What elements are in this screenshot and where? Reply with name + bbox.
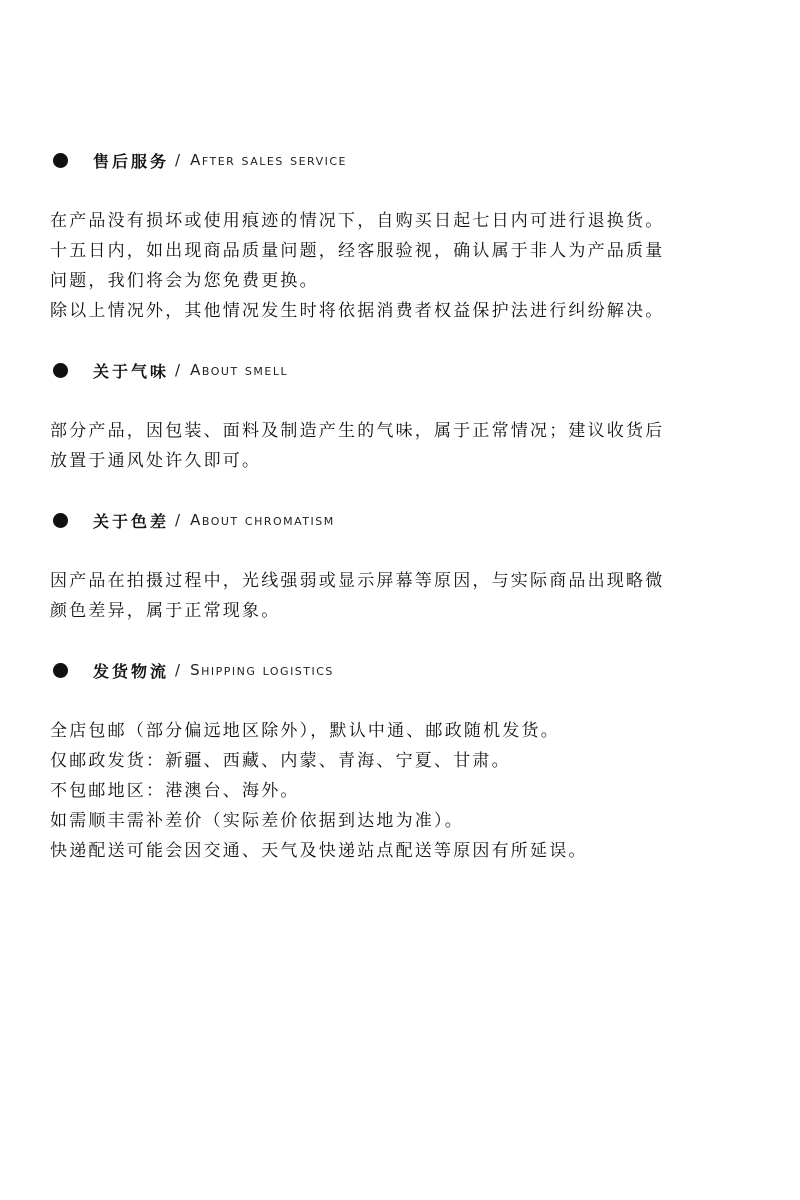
section-about-chromatism xyxy=(50,508,750,626)
body-line: 部分产品，因包装、面料及制造产生的气味，属于正常情况；建议收货后 xyxy=(50,421,665,441)
section-after-sales xyxy=(50,148,750,326)
section-title-en: After sales service xyxy=(190,151,347,169)
body-line: 因产品在拍摄过程中，光线强弱或显示屏幕等原因，与实际商品出现略微 xyxy=(50,571,665,591)
title-separator: / xyxy=(175,511,181,529)
bullet-icon xyxy=(53,363,68,378)
body-line: 全店包邮（部分偏远地区除外），默认中通、邮政随机发货。 xyxy=(50,721,560,741)
body-line: 如需顺丰需补差价（实际差价依据到达地为准）。 xyxy=(50,811,464,831)
body-line: 问题，我们将会为您免费更换。 xyxy=(50,271,319,291)
section-title-en: About smell xyxy=(190,361,289,379)
section-title-cn: 发货物流 xyxy=(93,661,170,681)
body-line: 放置于通风处许久即可。 xyxy=(50,451,262,471)
section-heading xyxy=(50,658,750,682)
body-line: 仅邮政发货：新疆、西藏、内蒙、青海、宁夏、甘肃。 xyxy=(50,751,511,771)
section-heading xyxy=(50,508,750,532)
bullet-icon xyxy=(53,663,68,678)
section-body xyxy=(50,416,750,476)
body-line: 在产品没有损坏或使用痕迹的情况下，自购买日起七日内可进行退换货。 xyxy=(50,211,665,231)
body-line: 颜色差异，属于正常现象。 xyxy=(50,601,281,621)
section-title-en: About chromatism xyxy=(190,511,335,529)
section-heading xyxy=(50,148,750,172)
section-body xyxy=(50,566,750,626)
title-separator: / xyxy=(175,151,181,169)
section-shipping-logistics xyxy=(50,658,750,866)
section-title-cn: 关于色差 xyxy=(93,511,170,531)
bullet-icon xyxy=(53,513,68,528)
section-heading xyxy=(50,358,750,382)
title-separator: / xyxy=(175,661,181,679)
body-line: 除以上情况外，其他情况发生时将依据消费者权益保护法进行纠纷解决。 xyxy=(50,301,665,321)
section-body xyxy=(50,206,750,326)
body-line: 不包邮地区：港澳台、海外。 xyxy=(50,781,300,801)
body-line: 十五日内，如出现商品质量问题，经客服验视，确认属于非人为产品质量 xyxy=(50,241,665,261)
section-title-cn: 关于气味 xyxy=(93,361,170,381)
body-line: 快递配送可能会因交通、天气及快递站点配送等原因有所延误。 xyxy=(50,841,588,861)
section-about-smell xyxy=(50,358,750,476)
section-body xyxy=(50,716,750,866)
title-separator: / xyxy=(175,361,181,379)
section-title-en: Shipping logistics xyxy=(190,661,334,679)
bullet-icon xyxy=(53,153,68,168)
section-title-cn: 售后服务 xyxy=(93,151,170,171)
